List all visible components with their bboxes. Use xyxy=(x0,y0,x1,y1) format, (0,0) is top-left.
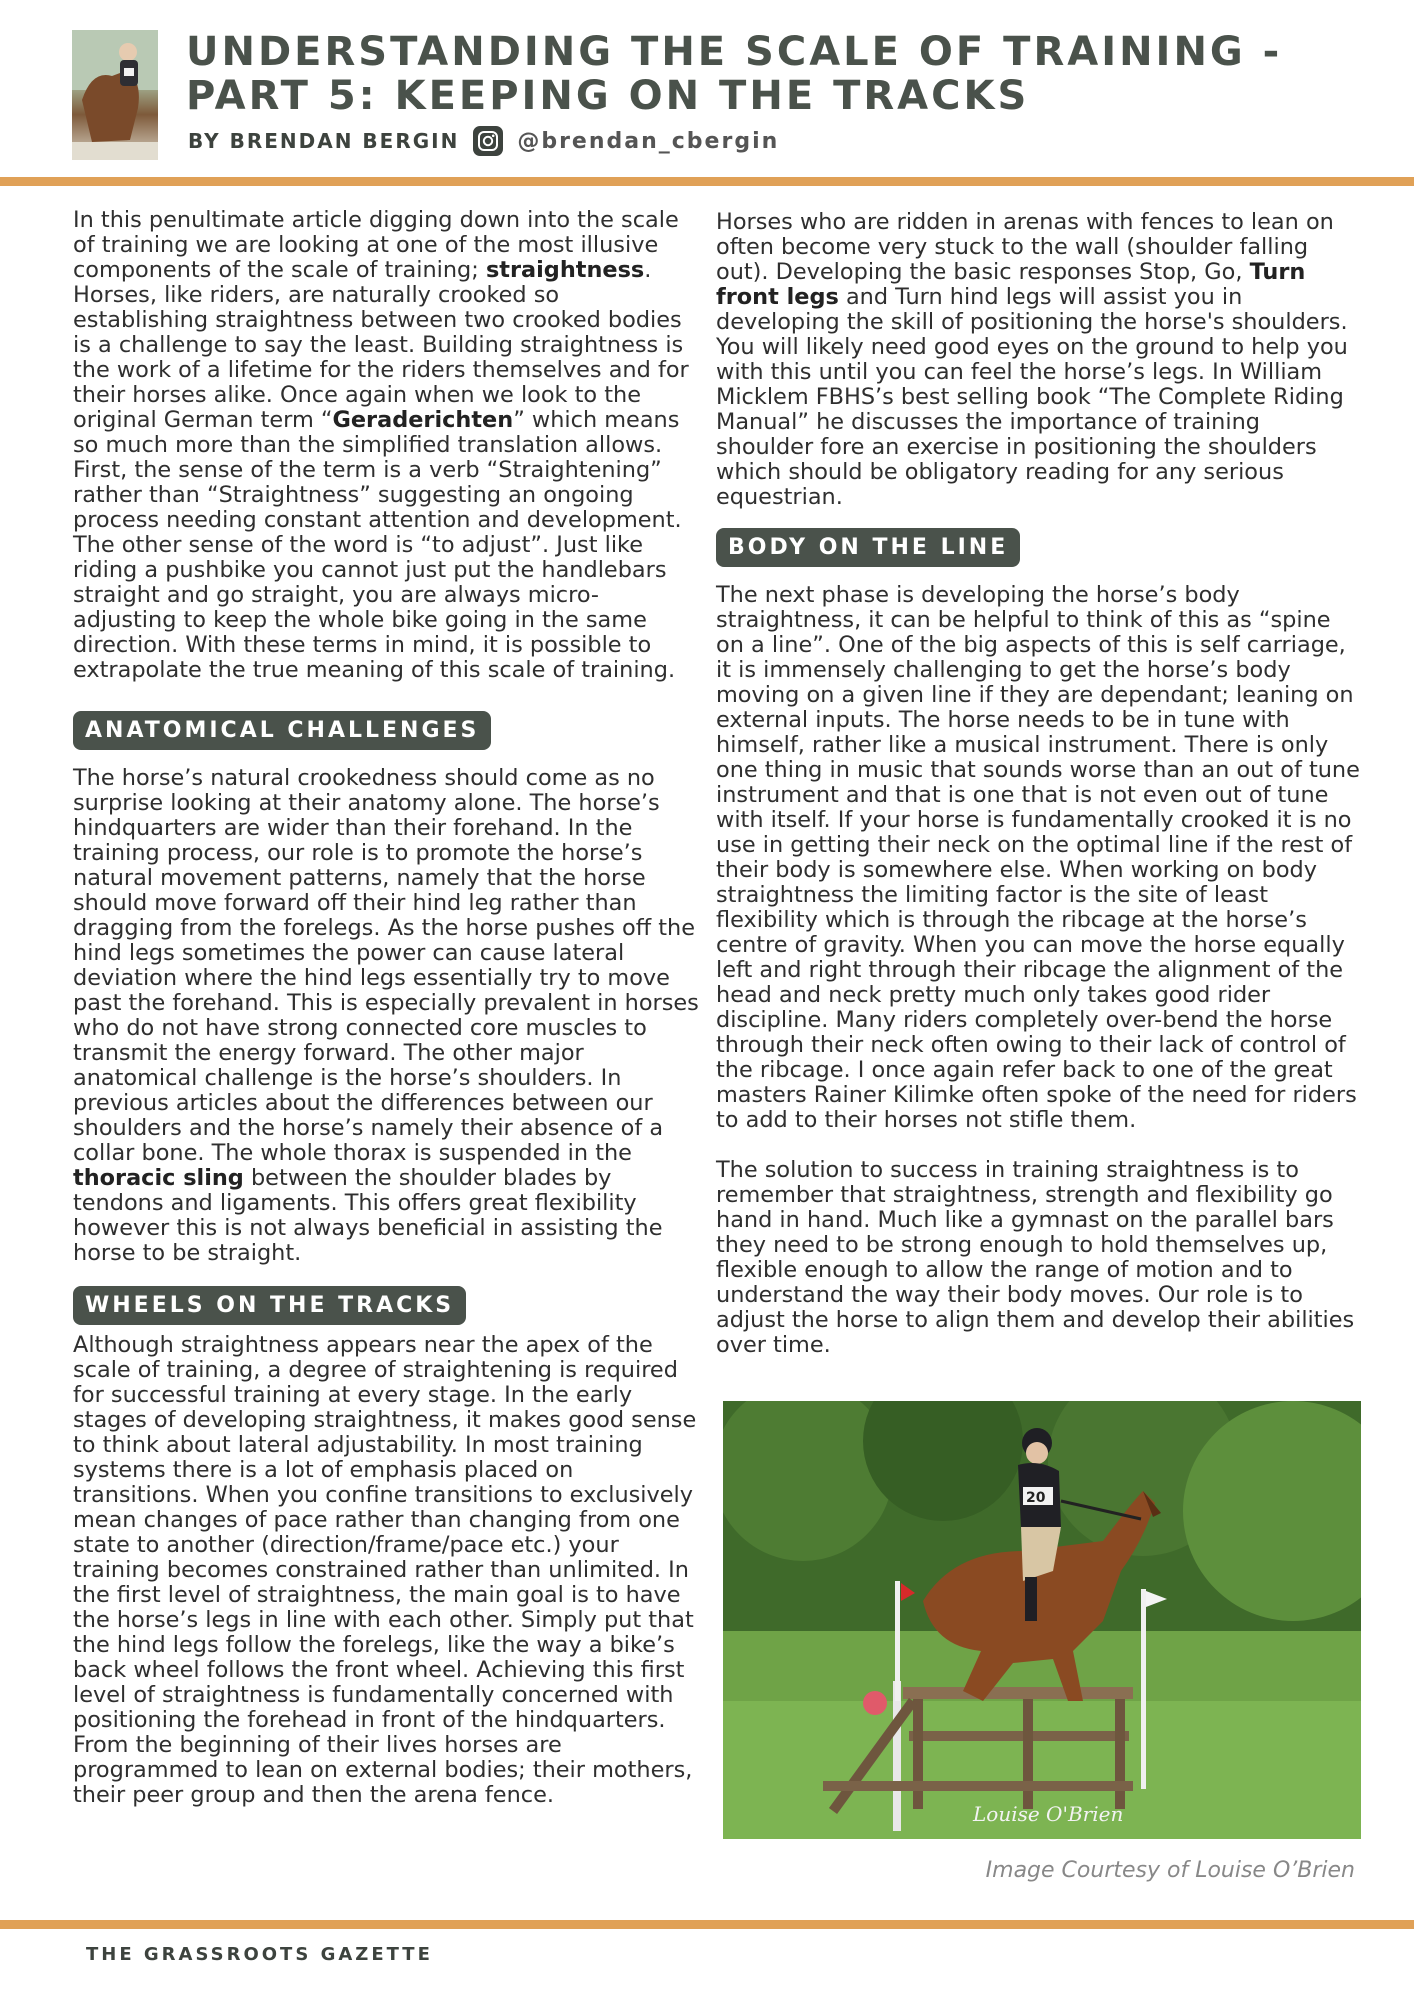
section-heading-anatomical-challenges: ANATOMICAL CHALLENGES xyxy=(73,711,491,750)
footer-divider xyxy=(0,1920,1414,1929)
bold-term: straightness xyxy=(485,257,645,283)
text-run: ” which means so much more than the simplified translation allows. First, the sense of the term is a verb “Straightening” rather than “Straightness” suggesting an ongoing process needing constant attention and development. The other sense of the word is “to adjust”. Just like riding a pushbike you cannot just put the handlebars straight and go straight, you are always micro-adjusting to keep the whole bike going in the same direction. With these terms in mind, it is possible to extrapolate the true meaning of this scale of training. xyxy=(73,407,682,683)
byline xyxy=(188,126,779,156)
text-run: and Turn hind legs will assist you in developing the skill of positioning the horse's shoulders. You will likely need good eyes on the ground to help you with this until you can feel the horse’s legs. In William Micklem FBHS’s best selling book “The Complete Riding Manual” he discusses the importance of training shoulder fore an exercise in positioning the shoulders which should be obligatory reading for any serious equestrian. xyxy=(716,284,1348,510)
shoulders-paragraph xyxy=(716,210,1364,510)
anatomical-paragraph xyxy=(73,766,701,1266)
bold-term: thoracic sling xyxy=(73,1165,244,1191)
article-header xyxy=(0,0,1414,180)
text-run: In this penultimate article digging down into the scale of training we are looking at one of the most illusive components of the scale of training; xyxy=(73,207,679,283)
text-run: between the shoulder blades by tendons and ligaments. This offers great flexibility however this is not always beneficial in assisting the horse to be straight. xyxy=(73,1165,663,1266)
instagram-handle-link[interactable]: @brendan_cbergin xyxy=(517,128,780,154)
body-paragraph: The next phase is developing the horse’s body straightness, it can be helpful to think of this as “spine on a line”. One of the big aspects of this is self carriage, it is immensely challenging to get the horse’s body moving on a given line if they are dependant; leaning on external inputs. The horse needs to be in tune with himself, rather like a musical instrument. There is only one thing in music that sounds worse than an out of tune instrument and that is one that is not even out of tune with itself. If your horse is fundamentally crooked it is no use in getting their neck on the optimal line if the rest of their body is somewhere else. When working on body straightness the limiting factor is the site of least flexibility which is through the ribcage at the horse’s centre of gravity. When you can move the horse equally left and right through their ribcage the alignment of the head and neck pretty much only takes good rider discipline. Many riders completely over-bend the horse through their neck often owing to their lack of control of the ribcage. I once again refer back to one of the great masters Rainer Kilimke often spoke of the need for riders to add to their horses not stifle them. xyxy=(716,582,1360,1133)
jersey-number: 20 xyxy=(1026,1490,1046,1506)
solution-paragraph: The solution to success in training straightness is to remember that straightness, strength and flexibility go hand in hand. Much like a gymnast on the parallel bars they need to be strong enough to hold themselves up, flexible enough to allow the range of motion and to understand the way their body moves. Our role is to adjust the horse to align them and develop their abilities over time. xyxy=(716,1157,1355,1358)
bold-term: Geraderichten xyxy=(332,407,514,433)
section-heading-body-on-the-line: BODY ON THE LINE xyxy=(716,528,1020,567)
cross-country-jump-photo xyxy=(723,1401,1361,1839)
article-title: UNDERSTANDING THE SCALE OF TRAINING - PART 5: KEEPING ON THE TRACKS xyxy=(186,29,1283,119)
text-run: . Horses, like riders, are naturally crooked so establishing straightness between two crooked bodies is a challenge to say the least. Building straightness is the work of a lifetime for the riders themselves and for their horses alike. Once again when we look to the original German term “ xyxy=(73,257,689,433)
left-column xyxy=(73,208,701,1808)
photo-watermark: Louise O'Brien xyxy=(973,1802,1124,1826)
wheels-paragraph: Although straightness appears near the apex of the scale of training, a degree of straightening is required for successful training at every stage. In the early stages of developing straightness, it makes good sense to think about lateral adjustability. In most training systems there is a lot of emphasis placed on transitions. When you confine transitions to exclusively mean changes of pace rather than changing from one state to another (direction/frame/pace etc.) your training becomes constrained rather than unlimited. In the first level of straightness, the main goal is to have the horse’s legs in line with each other. Simply put that the hind legs follow the forelegs, like the way a bike’s back wheel follows the front wheel. Achieving this first level of straightness is fundamentally concerned with positioning the forehead in front of the hindquarters. From the beginning of their lives horses are programmed to lean on external bodies; their mothers, their peer group and then the arena fence. xyxy=(73,1332,697,1808)
bold-term: Turn front legs xyxy=(716,259,1306,310)
author-photo xyxy=(72,30,158,160)
right-column xyxy=(716,210,1364,1358)
section-heading-wheels-on-the-tracks: WHEELS ON THE TRACKS xyxy=(73,1286,466,1325)
text-run: The horse’s natural crookedness should come as no surprise looking at their anatomy alone. The horse’s hindquarters are wider than their forehand. In the training process, our role is to promote the horse’s natural movement patterns, namely that the horse should move forward off their hind leg rather than dragging from the forelegs. As the horse pushes off the hind legs sometimes the power can cause lateral deviation where the hind legs essentially try to move past the forehand. This is especially prevalent in horses who do not have strong connected core muscles to transmit the energy forward. The other major anatomical challenge is the horse’s shoulders. In previous articles about the differences between our shoulders and the horse’s namely their absence of a collar bone. The whole thorax is suspended in the xyxy=(73,765,699,1166)
intro-paragraph xyxy=(73,208,701,683)
author-name: BY BRENDAN BERGIN xyxy=(188,129,460,153)
text-run: Horses who are ridden in arenas with fences to lean on often become very stuck to the wall (shoulder falling out). Developing the basic responses Stop, Go, xyxy=(716,209,1334,285)
photo-caption: Image Courtesy of Louise O’Brien xyxy=(985,1858,1355,1883)
publication-name: THE GRASSROOTS GAZETTE xyxy=(86,1944,433,1965)
header-divider xyxy=(0,177,1414,186)
instagram-icon[interactable] xyxy=(473,126,503,156)
